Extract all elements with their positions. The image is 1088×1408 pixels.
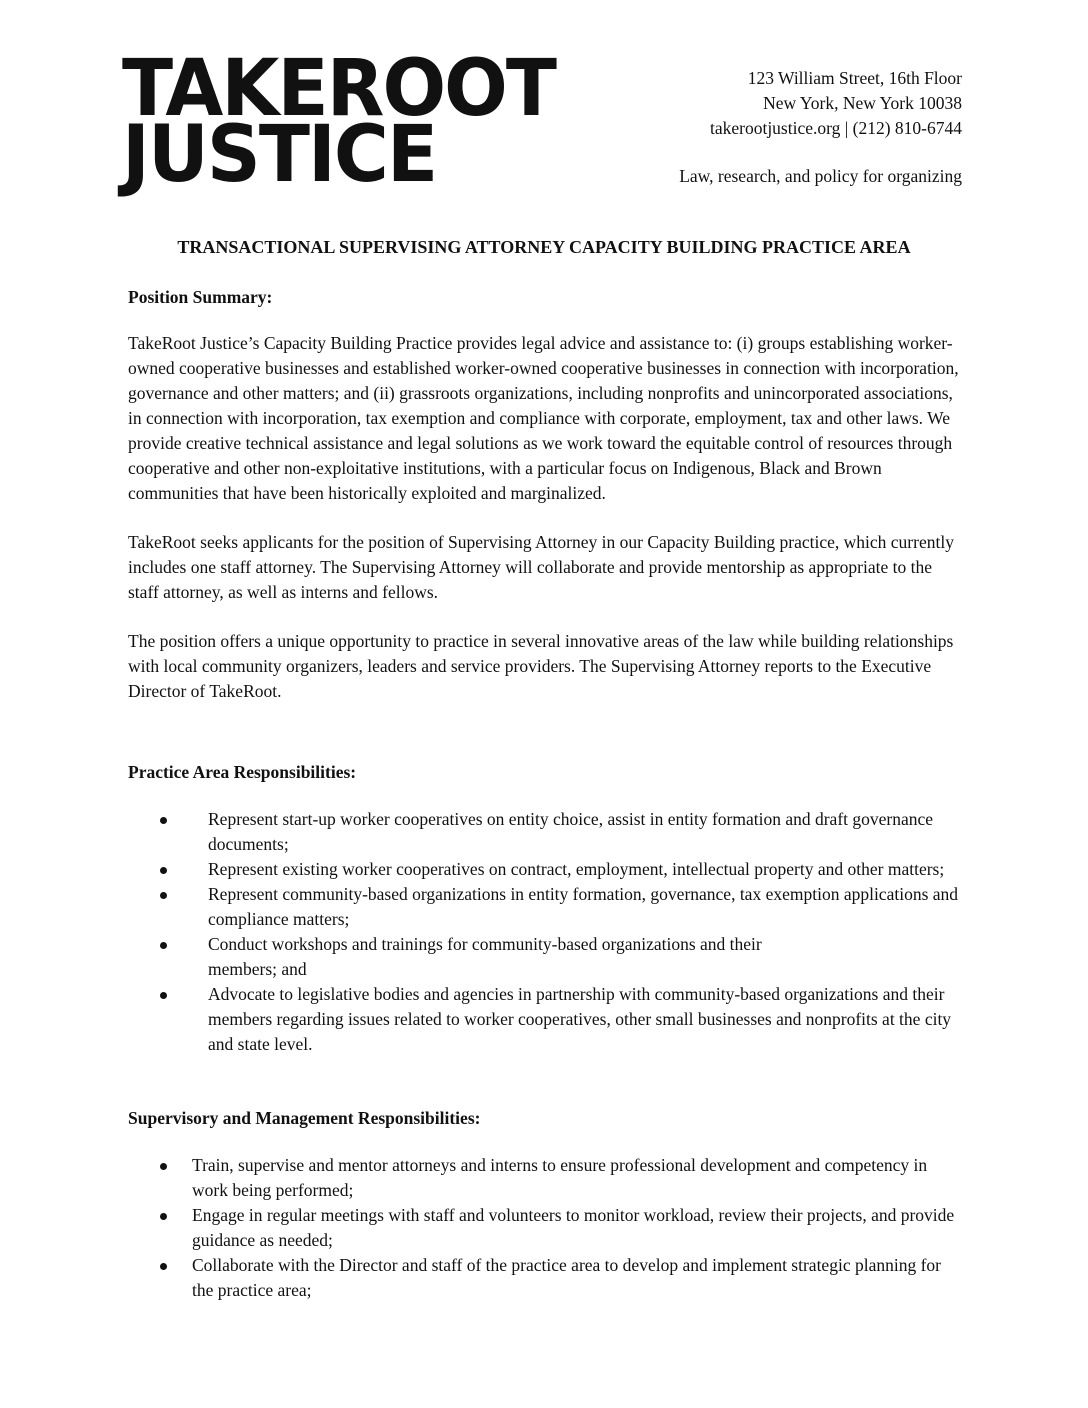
- bullet-icon: [160, 992, 167, 999]
- practice-responsibilities-section: [128, 760, 963, 1057]
- summary-paragraph-3: The position offers a unique opportunity to practice in several innovative areas of the law while building relationships with local community organizers, leaders and service providers. The Supervising Attorney reports to the Executive Director of TakeRoot.: [128, 631, 954, 701]
- list-item: Represent community-based organizations in entity formation, governance, tax exemption applications and compliance matters;: [208, 882, 968, 932]
- tagline: Law, research, and policy for organizing: [679, 166, 962, 186]
- position-summary-section: [128, 285, 963, 704]
- bullet-icon: [160, 817, 167, 824]
- list-item: Collaborate with the Director and staff of the practice area to develop and implement strategic planning for the practice area;: [192, 1253, 963, 1303]
- list-item: Engage in regular meetings with staff and volunteers to monitor workload, review their projects, and provide guidance as needed;: [192, 1203, 963, 1253]
- list-item: Represent existing worker cooperatives on contract, employment, intellectual property and other matters;: [208, 857, 968, 882]
- bullet-icon: [160, 867, 167, 874]
- bullet-icon: [160, 1213, 167, 1220]
- logo-line-1: TAKEROOT: [122, 44, 556, 134]
- address-street: 123 William Street, 16th Floor: [747, 68, 962, 88]
- supervisory-responsibilities-list: [128, 1153, 963, 1303]
- bullet-icon: [160, 892, 167, 899]
- list-item: Advocate to legislative bodies and agencies in partnership with community-based organizations and their members regarding issues related to worker cooperatives, other small businesses and nonprofits at the city and state level.: [208, 982, 968, 1057]
- takeroot-justice-logo: [122, 44, 556, 200]
- logo-line-2: JUSTICE: [122, 110, 437, 200]
- practice-responsibilities-list: [128, 807, 968, 1057]
- supervisory-responsibilities-heading: Supervisory and Management Responsibilities:: [128, 1108, 481, 1128]
- list-item: Represent start-up worker cooperatives on entity choice, assist in entity formation and draft governance documents;: [208, 807, 968, 857]
- position-summary-heading: Position Summary:: [128, 287, 273, 307]
- summary-paragraph-1: TakeRoot Justice’s Capacity Building Practice provides legal advice and assistance to: (i) groups establishing worker-owned cooperative businesses and established worker-owned cooperative businesses in connection with incorporation, governance and other matters; and (ii) grassroots organizations, including nonprofits and unincorporated associations, in connection with incorporation, tax exemption and compliance with corporate, employment, tax and other laws. We provide creative technical assistance and legal solutions as we work toward the equitable control of resources through cooperative and other non-exploitative institutions, with a particular focus on Indigenous, Black and Brown communities that have been historically exploited and marginalized.: [128, 333, 959, 503]
- document-title: TRANSACTIONAL SUPERVISING ATTORNEY CAPACITY BUILDING PRACTICE AREA: [177, 237, 911, 257]
- summary-paragraph-2: TakeRoot seeks applicants for the position of Supervising Attorney in our Capacity Building practice, which currently includes one staff attorney. The Supervising Attorney will collaborate and provide mentorship as appropriate to the staff attorney, as well as interns and fellows.: [128, 532, 954, 602]
- address-block: [710, 66, 962, 141]
- bullet-icon: [160, 1163, 167, 1170]
- list-item: Train, supervise and mentor attorneys and interns to ensure professional development and competency in work being performed;: [192, 1153, 963, 1203]
- bullet-icon: [160, 1263, 167, 1270]
- list-item: Conduct workshops and trainings for community-based organizations and their members; and: [208, 932, 828, 982]
- practice-responsibilities-heading: Practice Area Responsibilities:: [128, 762, 357, 782]
- address-contact: takerootjustice.org | (212) 810-6744: [709, 118, 962, 138]
- address-city: New York, New York 10038: [763, 93, 962, 113]
- bullet-icon: [160, 942, 167, 949]
- supervisory-responsibilities-section: [128, 1106, 963, 1303]
